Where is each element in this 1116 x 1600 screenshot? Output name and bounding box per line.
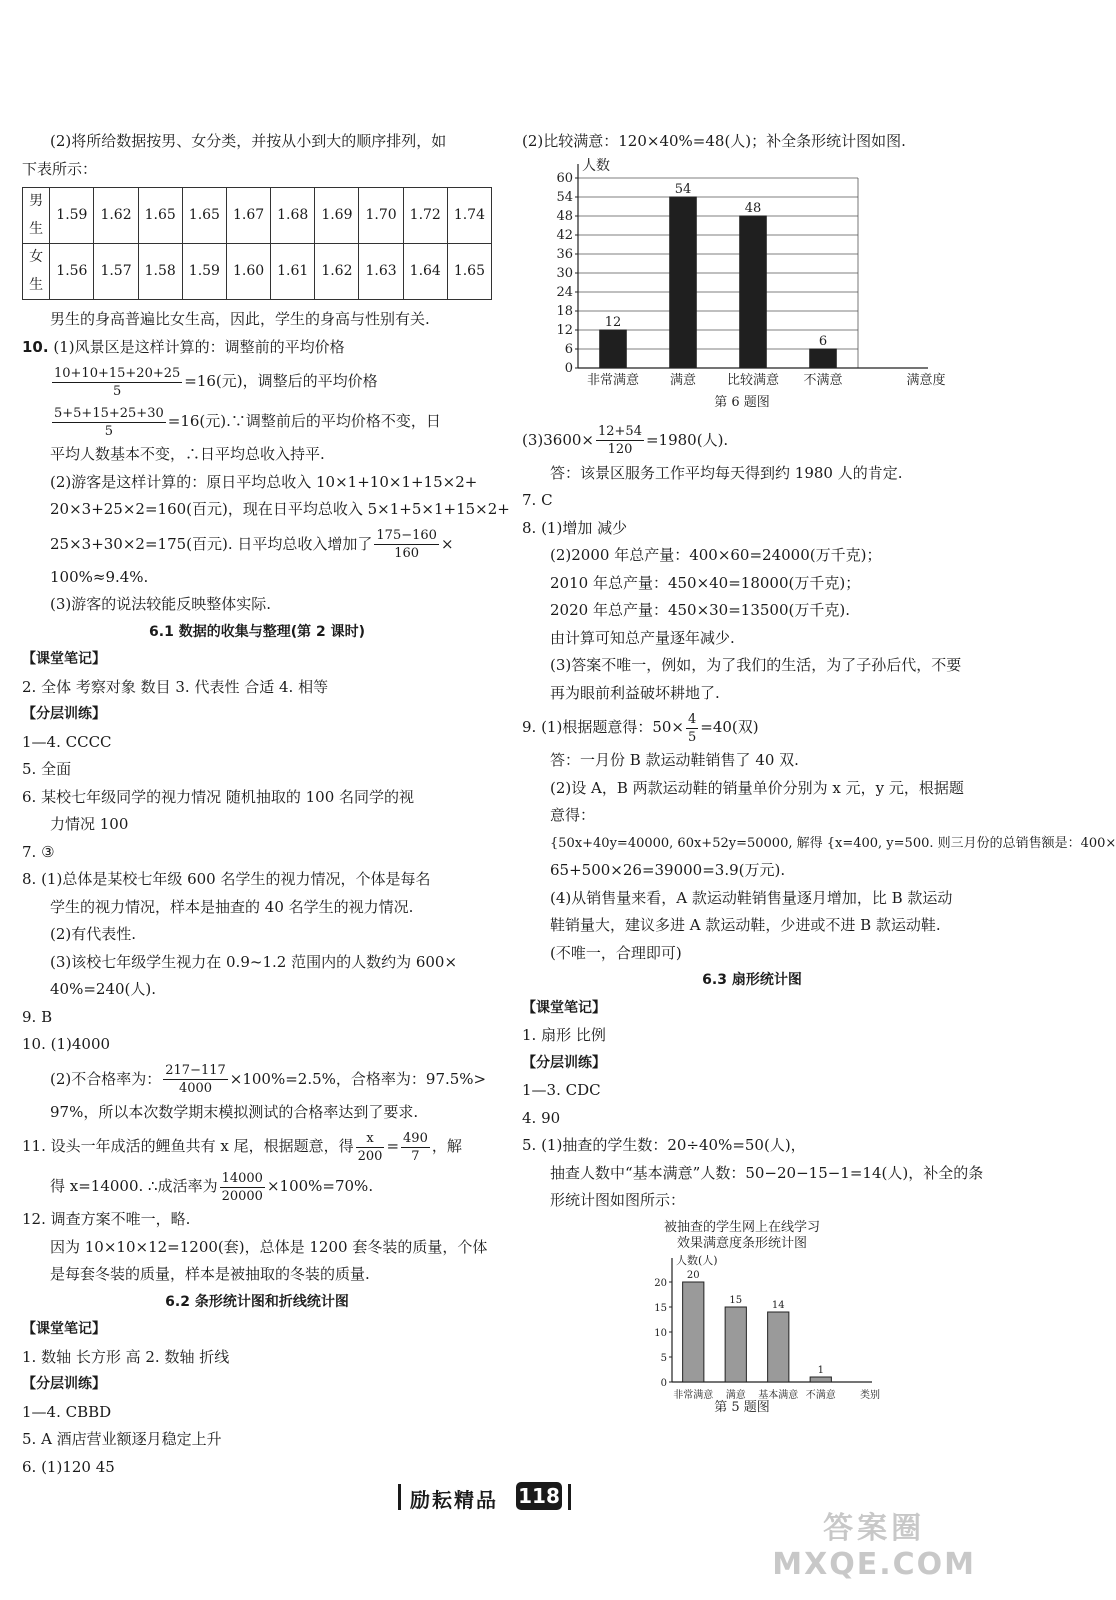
text-line: 8. (1)总体是某校七年级 600 名学生的视力情况，个体是每名 — [22, 870, 431, 888]
table-cell: 1.65 — [182, 188, 226, 244]
y-tick-label: 60 — [556, 170, 573, 186]
bar — [600, 330, 627, 368]
text-line: 1. 扇形 比例 — [522, 1026, 606, 1044]
text-line: 2020 年总产量：450×30=13500(万千克). — [550, 601, 850, 619]
x-tick-label: 不满意 — [803, 372, 843, 388]
bar-value-label: 15 — [729, 1294, 743, 1306]
bar — [740, 216, 767, 368]
text-line: (2)设 A，B 两款运动鞋的销量单价分别为 x 元，y 元，根据题 — [550, 778, 964, 797]
text-line: (2)比较满意：120×40%=48(人)；补全条形统计图如图. — [522, 132, 906, 150]
text-line: 因为 10×10×12=1200(套)，总体是 1200 套冬装的质量，个体 — [50, 1237, 488, 1256]
formula-line: (2)不合格率为： $\frac{217-117}{4000}$ ×100%=2.5%，合格率为：97.5%> — [50, 1063, 487, 1096]
y-tick-label: 24 — [556, 284, 573, 300]
chart-subtitle: 效果满意度条形统计图 — [676, 1235, 808, 1251]
text-line: 鞋销量大，建议多进 A 款运动鞋，少进或不进 B 款运动鞋. — [550, 916, 941, 934]
fraction: $\frac{14000}{20000}$ — [221, 1170, 263, 1204]
text-line: 9. B — [22, 1007, 53, 1026]
text-line: 100%≈9.4%. — [50, 567, 149, 586]
table-cell: 1.56 — [50, 244, 94, 300]
text-line: (2)游客是这样计算的：原日平均总收入 10×1+10×1+15×2+ — [50, 472, 478, 491]
text-line: 形统计图如图所示： — [550, 1191, 686, 1209]
x-axis-label: 满意度 — [906, 372, 946, 388]
bar-value-label: 12 — [604, 314, 622, 330]
page-number: 118 — [516, 1482, 562, 1510]
text-line: (2)将所给数据按男、女分类，并按从小到大的顺序排列，如 — [50, 132, 447, 150]
text-line: 1—4. CBBD — [22, 1402, 112, 1421]
y-axis-label: 人数 — [582, 157, 610, 174]
table-cell: 1.57 — [94, 244, 138, 300]
text-line: (3)该校七年级学生视力在 0.9~1.2 范围内的人数约为 600× — [50, 952, 458, 971]
fraction: $\frac{217-117}{4000}$ — [165, 1063, 226, 1096]
text-line: (2)有代表性. — [50, 925, 137, 943]
table-cell: 1.63 — [359, 244, 403, 300]
bar-value-label: 48 — [744, 200, 762, 216]
text-line: 抽查人数中“基本满意”人数：50−20−15−1=14(人)，补全的条 — [550, 1163, 984, 1182]
table-row — [23, 188, 492, 244]
section-tag: 【分层训练】 — [22, 1376, 106, 1392]
section-title: 6.3 扇形统计图 — [702, 972, 802, 988]
y-axis-label: 人数(人) — [676, 1253, 718, 1267]
fraction: $\frac{4}{5}$ — [687, 711, 697, 745]
x-tick-label: 基本满意 — [758, 1389, 799, 1401]
y-tick-label: 12 — [556, 322, 573, 338]
page-footer — [390, 1480, 620, 1514]
text-line: (2)2000 年总产量：400×60=24000(万千克)； — [550, 546, 882, 564]
text-line: 下表所示： — [22, 159, 98, 178]
fraction: $\frac{5+5+15+25+30}{5}$ — [54, 405, 164, 439]
table-cell: 1.59 — [50, 188, 94, 244]
x-tick-label: 比较满意 — [726, 372, 780, 388]
table-cell: 1.67 — [226, 188, 270, 244]
bar-chart-q5 — [522, 1217, 962, 1417]
bar — [725, 1307, 746, 1382]
text-line: 答：该景区服务工作平均每天得到约 1980 人的肯定. — [550, 463, 903, 482]
text-line: 力情况 100 — [50, 815, 129, 833]
formula-line: 得 x=14000. ∴成活率为 $\frac{14000}{20000}$ ×100%=70%. — [50, 1170, 374, 1204]
table-cell: 1.74 — [447, 188, 491, 244]
table-cell: 1.60 — [226, 244, 270, 300]
bar-value-label: 1 — [817, 1364, 824, 1376]
right-column — [522, 128, 1116, 1419]
text-line: 10. (1)4000 — [22, 1035, 111, 1053]
formula-line: $\frac{5+5+15+25+30}{5}$ =16(元).∵调整前后的平均价格不变，日 — [54, 405, 441, 439]
text-line: 5. (1)抽查的学生数：20÷40%=50(人)， — [522, 1136, 806, 1154]
y-tick-label: 6 — [564, 341, 573, 357]
y-tick-label: 0 — [564, 360, 573, 376]
table-row — [23, 244, 492, 300]
watermark — [772, 1503, 976, 1582]
text-line: (3)游客的说法较能反映整体实际. — [50, 595, 272, 613]
y-tick-label: 42 — [556, 227, 573, 243]
y-tick-label: 20 — [654, 1277, 667, 1289]
table-cell: 1.58 — [138, 244, 182, 300]
section-tag: 【分层训练】 — [22, 706, 106, 722]
table-cell: 1.69 — [315, 188, 359, 244]
bar-chart-q6 — [522, 158, 962, 418]
text-line: 97%，所以本次数学期末模拟测试的合格率达到了要求. — [50, 1102, 419, 1121]
table-cell: 1.68 — [271, 188, 315, 244]
text-line: 由计算可知总产量逐年减少. — [550, 628, 735, 647]
text-line: 学生的视力情况，样本是抽查的 40 名学生的视力情况. — [50, 897, 414, 916]
bar-value-label: 14 — [771, 1299, 785, 1311]
chart-caption: 第 6 题图 — [714, 394, 770, 410]
height-table — [22, 187, 492, 300]
y-tick-label: 48 — [556, 208, 573, 224]
table-cell: 1.61 — [271, 244, 315, 300]
x-tick-label: 非常满意 — [586, 372, 640, 388]
x-axis-label: 类别 — [860, 1389, 880, 1401]
formula-line: (3)3600× $\frac{12+54}{120}$ =1980(人). — [522, 424, 729, 457]
text-line: 意得： — [550, 806, 596, 824]
x-tick-label: 不满意 — [805, 1389, 836, 1401]
text-line: 65+500×26=39000=3.9(万元). — [550, 861, 786, 879]
chart-title: 被抽查的学生网上在线学习 — [663, 1219, 821, 1235]
section-tag: 【分层训练】 — [522, 1054, 606, 1071]
text-line: (4)从销售量来看，A 款运动鞋销售量逐月增加，比 B 款运动 — [550, 888, 953, 907]
table-cell: 1.64 — [403, 244, 447, 300]
y-tick-label: 15 — [654, 1302, 667, 1314]
text-line: 5. A 酒店营业额逐月稳定上升 — [22, 1430, 222, 1448]
watermark-text: 答案圈 — [823, 1511, 926, 1546]
bar — [810, 349, 837, 368]
bar-value-label: 54 — [674, 181, 692, 197]
text-line: 平均人数基本不变，∴日平均总收入持平. — [50, 445, 325, 463]
text-line: 6. (1)120 45 — [22, 1457, 115, 1476]
text-line: 答：一月份 B 款运动鞋销售了 40 双. — [550, 751, 799, 769]
text-line: 7. C — [522, 491, 553, 509]
text-line: (1)风景区是这样计算的：调整前的平均价格 — [53, 337, 345, 356]
y-tick-label: 36 — [556, 246, 573, 262]
text-line: (3)答案不唯一，例如，为了我们的生活，为了子孙后代，不要 — [550, 656, 962, 674]
x-tick-label: 非常满意 — [673, 1389, 714, 1401]
text-line: {50x+40y=40000, 60x+52y=50000, 解得 {x=400, y=500. 则三月份的总销售额是：400× — [550, 835, 1116, 851]
fraction: $\frac{175-160}{160}$ — [376, 528, 437, 561]
formula-line: $\frac{10+10+15+20+25}{5}$ =16(元)，调整后的平均价格 — [54, 365, 378, 399]
section-tag: 【课堂笔记】 — [522, 999, 606, 1016]
y-tick-label: 0 — [660, 1377, 667, 1389]
watermark-url: MXQE.COM — [772, 1547, 976, 1582]
text-line: 2010 年总产量：450×40=18000(万千克)； — [550, 573, 861, 592]
table-cell: 1.62 — [94, 188, 138, 244]
question-number: 10. — [22, 337, 49, 356]
bar-value-label: 20 — [686, 1269, 700, 1281]
table-cell: 女生 — [23, 244, 50, 300]
text-line: 8. (1)增加 减少 — [522, 518, 628, 537]
fraction: $\frac{x}{200}$ — [357, 1130, 383, 1164]
table-cell: 1.65 — [447, 244, 491, 300]
bar — [810, 1377, 831, 1382]
text-line: 20×3+25×2=160(百元)，现在日平均总收入 5×1+5×1+15×2+ — [50, 500, 510, 518]
text-line: 7. ③ — [22, 842, 55, 861]
section-title: 6.2 条形统计图和折线统计图 — [165, 1293, 349, 1310]
table-cell: 1.62 — [315, 244, 359, 300]
y-tick-label: 5 — [660, 1352, 667, 1364]
table-cell: 1.59 — [182, 244, 226, 300]
footer-divider — [568, 1484, 571, 1510]
text-line: 12. 调查方案不唯一，略. — [22, 1210, 191, 1228]
y-tick-label: 10 — [654, 1327, 667, 1339]
text-line: 5. 全面 — [22, 760, 72, 778]
footer-divider — [398, 1484, 401, 1510]
section-tag: 【课堂笔记】 — [22, 1321, 106, 1337]
x-tick-label: 满意 — [669, 372, 697, 388]
formula-line: 25×3+30×2=175(百元). 日平均总收入增加了 $\frac{175-160}{160}$ × — [50, 528, 454, 561]
text-line: 40%=240(人). — [50, 980, 157, 998]
text-line: 1—4. CCCC — [22, 732, 112, 751]
formula-line: 9. (1)根据题意得：50× $\frac{4}{5}$ =40(双) — [522, 711, 759, 745]
table-cell: 1.70 — [359, 188, 403, 244]
text-line: 1—3. CDC — [522, 1081, 601, 1099]
bar — [768, 1312, 789, 1382]
text-line: 1. 数轴 长方形 高 2. 数轴 折线 — [22, 1347, 230, 1366]
text-line: 男生的身高普遍比女生高，因此，学生的身高与性别有关. — [50, 310, 430, 328]
brand-name: 励耘精品 — [410, 1488, 498, 1512]
chart-caption: 第 5 题图 — [714, 1399, 770, 1415]
fraction: $\frac{12+54}{120}$ — [598, 424, 642, 457]
text-line: 6. 某校七年级同学的视力情况 随机抽取的 100 名同学的视 — [22, 787, 415, 806]
section-tag: 【课堂笔记】 — [22, 651, 106, 667]
bar — [683, 1282, 704, 1382]
left-column — [22, 128, 510, 1481]
text-line: (不唯一，合理即可) — [550, 943, 682, 962]
bar — [670, 197, 697, 368]
bar-value-label: 6 — [818, 333, 828, 349]
table-cell: 男生 — [23, 188, 50, 244]
x-tick-label: 满意 — [725, 1389, 746, 1401]
section-title: 6.1 数据的收集与整理(第 2 课时) — [149, 623, 365, 640]
text-line: 2. 全体 考察对象 数目 3. 代表性 合适 4. 相等 — [22, 677, 329, 696]
fraction: $\frac{490}{7}$ — [403, 1130, 428, 1164]
y-tick-label: 54 — [556, 189, 573, 205]
table-cell: 1.65 — [138, 188, 182, 244]
text-line: 是每套冬装的质量，样本是被抽取的冬装的质量. — [50, 1265, 370, 1283]
text-line: 4. 90 — [522, 1108, 561, 1127]
y-tick-label: 18 — [556, 303, 573, 319]
fraction: $\frac{10+10+15+20+25}{5}$ — [54, 365, 181, 399]
y-tick-label: 30 — [556, 265, 573, 281]
formula-line: 11. 设头一年成活的鲤鱼共有 x 尾，根据题意，得 $\frac{x}{200}$ = $\frac{490}{7}$ ，解 — [22, 1130, 462, 1164]
text-line: 再为眼前利益破坏耕地了. — [550, 683, 720, 702]
table-cell: 1.72 — [403, 188, 447, 244]
